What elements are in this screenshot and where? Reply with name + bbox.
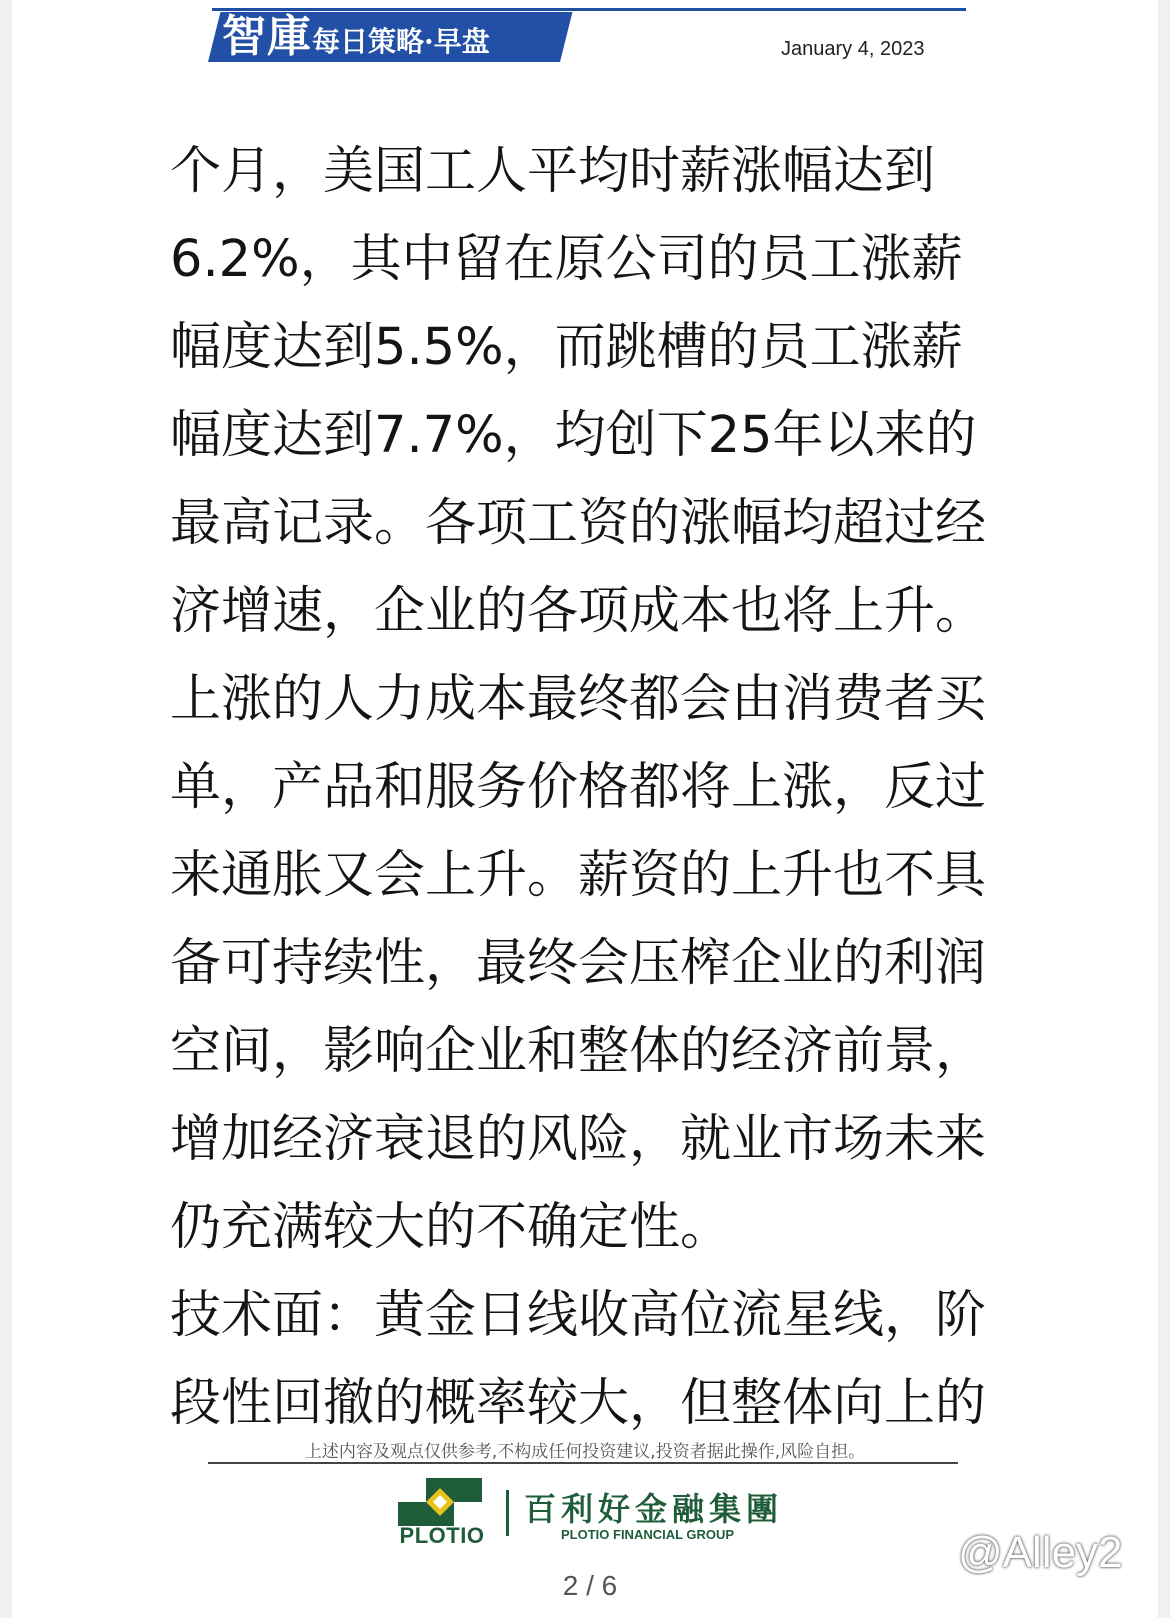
- article-body: [170, 128, 1000, 1448]
- masthead-title: [222, 8, 490, 66]
- page-indicator: 2 / 6: [562, 1570, 618, 1601]
- report-date: January 4, 2023: [781, 38, 925, 60]
- masthead-brand: 智庫: [222, 11, 312, 62]
- group-name-english: PLOTIO FINANCIAL GROUP: [561, 1527, 735, 1542]
- logo-wordmark: PLOTIO: [399, 1523, 485, 1548]
- masthead-subtitle: 每日策略·早盘: [312, 25, 490, 58]
- disclaimer-text: 上述内容及观点仅供参考,不构成任何投资建议,投资者据此操作,风险自担。: [304, 1442, 866, 1462]
- watermark: [958, 1528, 1123, 1578]
- paragraph: 上涨的人力成本最终都会由消费者买单，产品和服务价格都将上涨，反过来通胀又会上升。薪资的上升也不具备可持续性，最终会压榨企业的利润空间，影响企业和整体的经济前景，增加经济衰退的风险，就业市场未来仍充满较大的不确定性。: [170, 670, 987, 1257]
- plotio-logo-icon: [398, 1478, 482, 1526]
- logo-divider: [506, 1490, 509, 1536]
- watermark-text: @Alley2: [958, 1528, 1123, 1577]
- paragraph: 技术面：黄金日线收高位流星线，阶段性回撤的概率较大，但整体向上的: [170, 1286, 987, 1433]
- paragraph: 个月，美国工人平均时薪涨幅达到6.2%，其中留在原公司的员工涨薪幅度达到5.5%，而跳槽的员工涨薪幅度达到7.7%，均创下25年以来的最高记录。各项工资的涨幅均超过经济增速，企业的各项成本也将上升。: [170, 142, 987, 641]
- footer-rule: [208, 1462, 958, 1464]
- group-name: 百利好金融集團: [524, 1490, 784, 1528]
